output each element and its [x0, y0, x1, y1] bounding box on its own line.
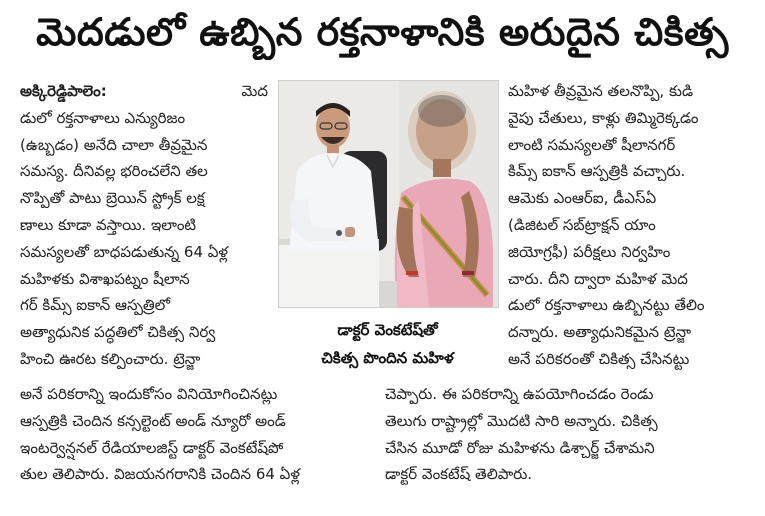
text-line: ఇంటర్వెన్షనల్ రేడియాలజిస్ట్ డాక్టర్ వెంకటేష్‌పో	[20, 438, 284, 457]
text-line: వైపు చేతులు, కాళ్లు తిమ్మిరెక్కడం	[508, 108, 699, 127]
dateline: అక్కిరెడ్డిపాలెం:	[20, 82, 107, 100]
text-line: తెలుగు రాష్ట్రాల్లో మొదటి సారి అన్నారు. చికిత్స	[385, 411, 658, 430]
text-line: అనే పరికరంతో చికిత్స చేసినట్టు	[508, 349, 690, 368]
text-line: చారు. దీని ద్వారా మహిళ మెద	[508, 269, 688, 288]
text-line: హించి ఊరట కల్పించారు. ట్రెన్జా	[20, 349, 201, 368]
text-line: సమస్యలతో బాధపడుతున్న 64 ఏళ్ల	[20, 242, 229, 261]
text-line: (ఉబ్బడం) అనేది చాలా తీవ్రమైన	[20, 135, 208, 154]
text-line: (డిజిటల్ సబ్‌ట్రాక్షన్ యాం	[508, 215, 656, 234]
text-line: గర్ కిమ్స్ ఐకాన్ ఆస్పత్రిలో	[20, 296, 171, 315]
photo-caption	[278, 316, 497, 372]
text-line: తుల తెలిపారు. విజయనగరానికి చెందిన 64 ఏళ్ల	[20, 465, 301, 484]
text-line: లాంటి సమస్యలతో షీలానగర్	[508, 135, 676, 154]
text-line: మహిళకు విశాఖపట్నం షీలాన	[20, 269, 190, 288]
text-line: నొప్పితో పాటు బ్రెయిన్ స్ట్రోక్ లక్ష	[20, 189, 205, 208]
text-line: చెప్పారు. ఈ పరికరాన్ని ఉపయోగించడం రెండు	[385, 385, 654, 403]
text-line: ఆమెకు ఎంఆర్ఐ, డీఎస్ఏ	[508, 189, 657, 208]
caption-line: డాక్టర్ వెంకటేష్‌తో	[337, 321, 438, 339]
text-line: సమస్య. దీనివల్ల భరించలేని తల	[20, 162, 208, 181]
text-line: కిమ్స్ ఐకాన్ ఆస్పత్రికి వచ్చారు.	[508, 162, 686, 181]
left-column-bottom	[20, 381, 372, 488]
caption-line: చికిత్స పొందిన మహిళ	[321, 349, 454, 367]
text-line: డాక్టర్ వెంకటేష్ తెలిపారు.	[385, 465, 533, 484]
text-line: అనే పరికరాన్ని ఇందుకోసం వినియోగించినట్లు	[20, 385, 278, 403]
text-line: ణాలు కూడా వస్తాయి. ఇలాంటి	[20, 215, 197, 234]
text-fragment: మెద	[241, 82, 268, 100]
text-line	[20, 78, 268, 105]
left-column	[20, 78, 268, 373]
headline: మెదడులో ఉబ్బిన రక్తనాళానికి అరుదైన చికిత్స	[36, 10, 729, 54]
text-line: దన్నారు. అత్యాధునికమైన ట్రెన్జా	[508, 323, 692, 342]
right-column	[508, 78, 753, 373]
text-line: అత్యాధునిక పద్ధతిలో చికిత్స నిర్వ	[20, 323, 216, 342]
text-line: డులో రక్తనాళాలు ఉబ్బినట్టు తేలిం	[508, 296, 705, 315]
right-column-bottom	[385, 381, 753, 488]
text-line: మహిళ తీవ్రమైన తలనొప్పి, కుడి	[508, 82, 694, 100]
text-line: జియోగ్రఫీ) పరీక్షలు నిర్వహిం	[508, 242, 671, 261]
text-line: చేసిన మూడో రోజు మహిళను డిశ్చార్జ్ చేశామని	[385, 438, 655, 457]
text-line: డులో రక్తనాళాలు ఎన్యురిజం	[20, 108, 186, 127]
text-line: ఆస్పత్రికి చెందిన కన్సల్టెంట్ అండ్ న్యూరో అండ్	[20, 411, 286, 430]
news-photo	[278, 80, 499, 308]
